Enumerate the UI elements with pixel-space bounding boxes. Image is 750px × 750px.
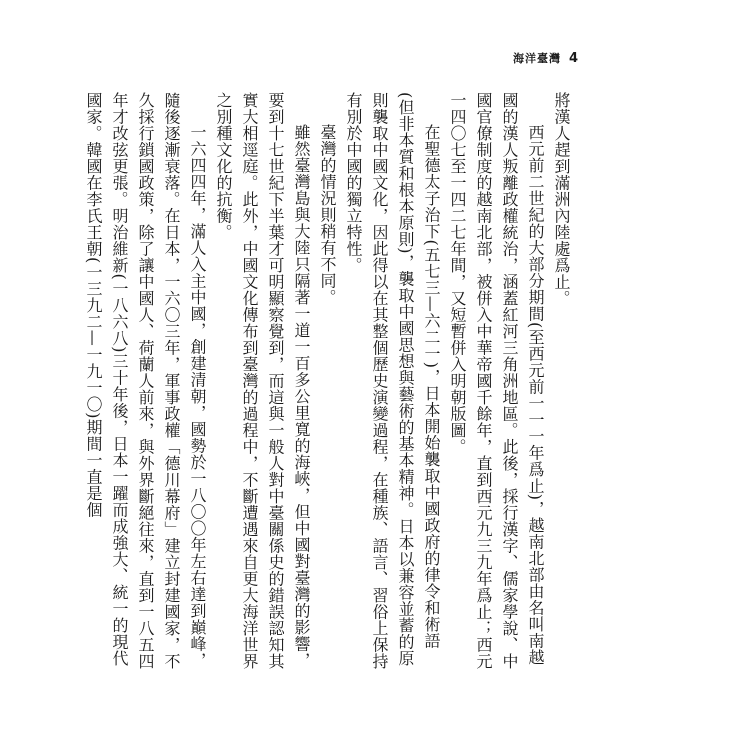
paragraph: 一六四四年，滿人入主中國，創建清朝，國勢於一八〇〇年左右達到巔峰，隨後逐漸衰落。在日本，一六〇三年，軍事政權「德川幕府」建立封建國家，不久採行鎖國政策，除了讓中國人、荷蘭人前來，與外界斷絕往來，直到一八五四年才改弦更張。明治維新(一八六八)三十年後，日本一躍而成強大、統一的現代國家。韓國在李氏王朝(一三九二—一九一〇)期間一直是個 (84, 92, 207, 670)
paragraph: 臺灣的情況則稍有不同。 (318, 124, 337, 306)
running-title: 海洋臺灣 (512, 52, 561, 65)
paragraph: 將漢人趕到滿洲內陸處爲止。 (552, 92, 571, 307)
paragraph: 雖然臺灣島與大陸只隔著一道一百多公里寬的海峽，但中國對臺灣的影響，要到十七世紀下半葉才可明顯察覺到，而這與一般人對中臺關係史的錯誤認知其實大相逕庭。此外，中國文化傳布到臺灣的過程中，不斷遭遇來自更大海洋世界之別種文化的抗衡。 (214, 92, 311, 670)
page-header (513, 50, 578, 66)
paragraph: 西元前二世紀的大部分期間(至西元前一一一年爲止)，越南北部由名叫南越國的漢人叛離政權統治，涵蓋紅河三角洲地區。此後，採行漢字、儒家學說、中國官僚制度的越南北部，被併入中華帝國千餘年，直到西元九三九年爲止；西元一四〇七至一四二七年間，又短暫併入明朝版圖。 (448, 92, 545, 670)
vertical-body-text (84, 92, 574, 670)
paragraph: 在聖德太子治下(五七三—六二一)，日本開始襲取中國政府的律令和術語(但非本質和根本原則)，襲取中國思想與藝術的基本精神。日本以兼容並蓄的原則襲取中國文化，因此得以在其整個歷史演變過程，在種族、語言、習俗上保持有別於中國的獨立特性。 (344, 92, 441, 670)
page-number: 4 (568, 51, 578, 66)
